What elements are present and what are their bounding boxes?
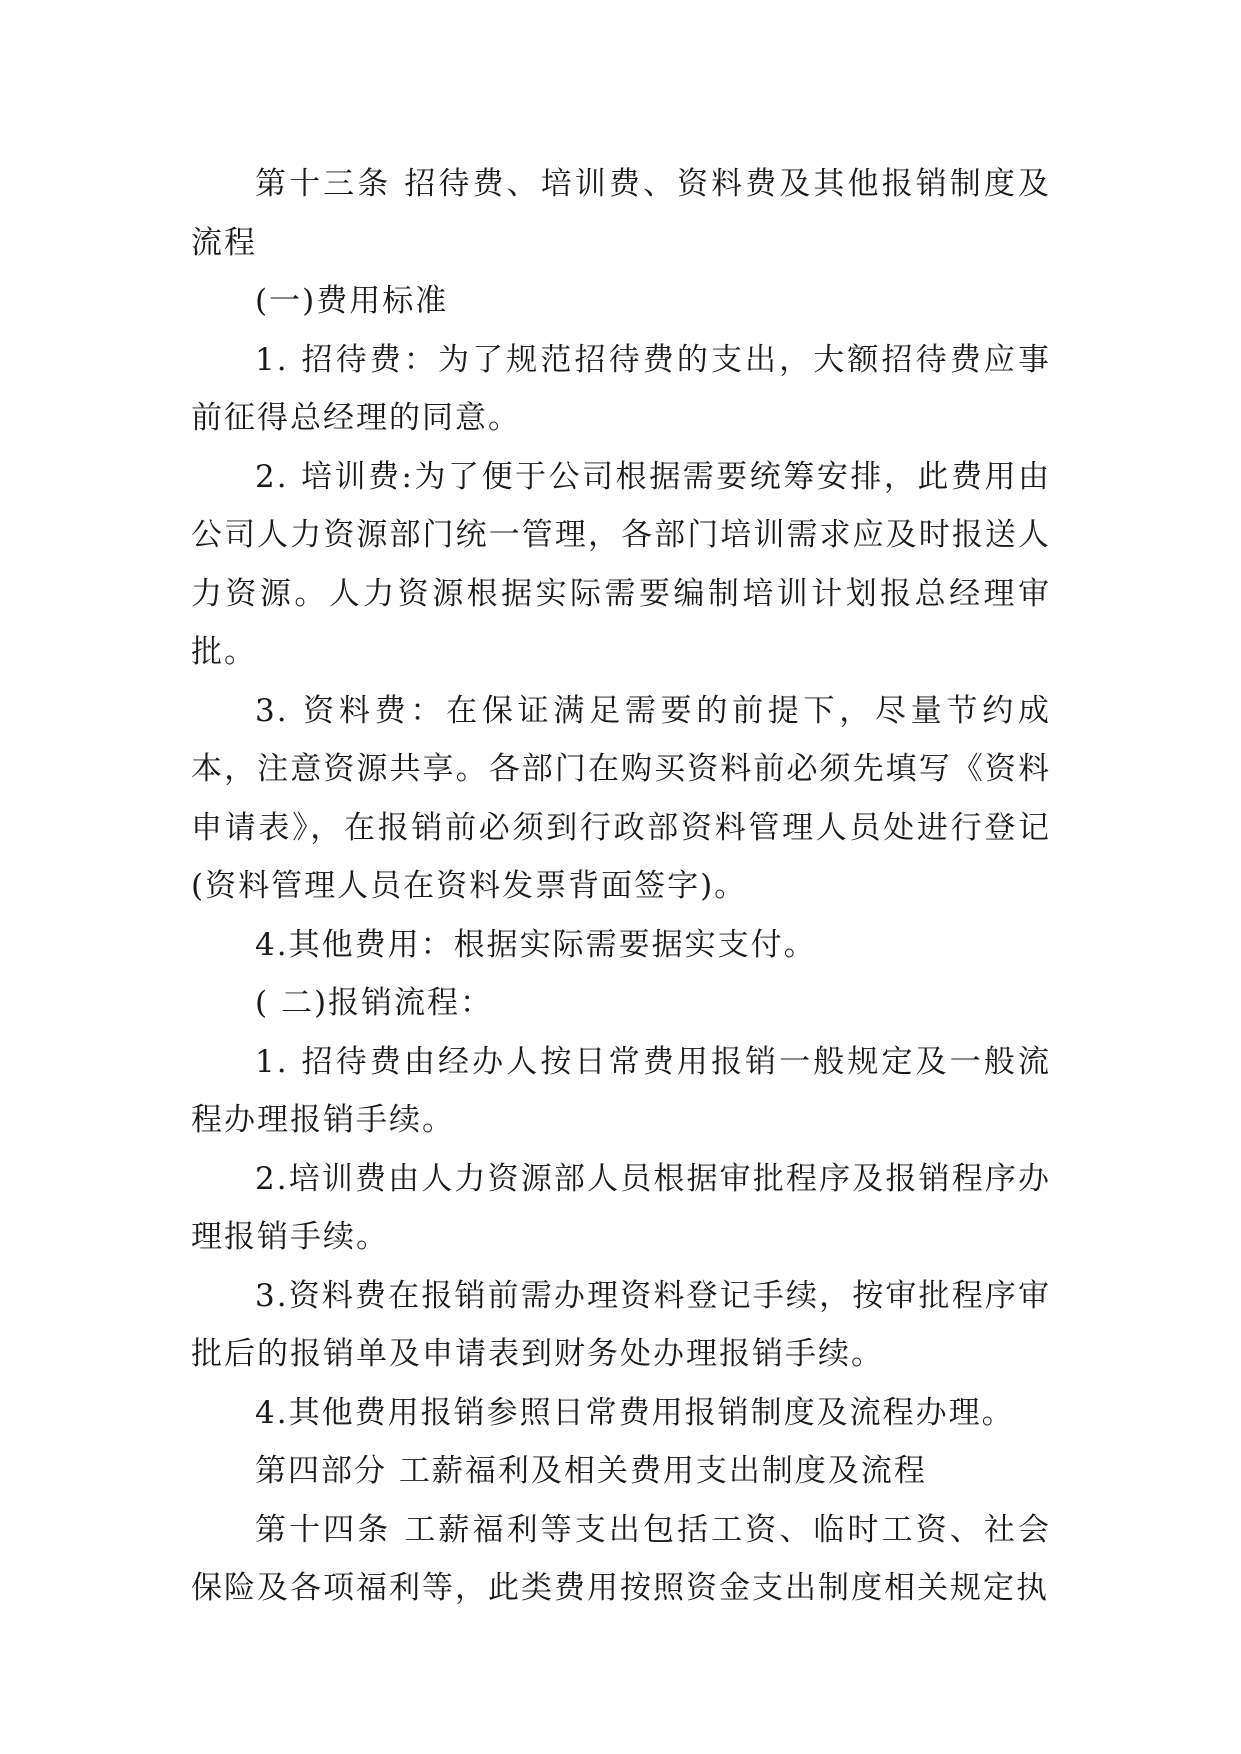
document-body [191, 155, 1051, 1618]
process-other-fees: 4.其他费用报销参照日常费用报销制度及流程办理。 [255, 1394, 1015, 1431]
item-materials-fee: 3. 资料费：在保证满足需要的前提下，尽量节约成本，注意资源共享。各部门在购买资料前必须先填写《资料申请表》，在报销前必须到行政部资料管理人员处进行登记(资料管理人员在资料发票背面签字)。 [191, 692, 1051, 904]
item-entertainment-fee: 1. 招待费：为了规范招待费的支出，大额招待费应事前征得总经理的同意。 [191, 341, 1051, 436]
process-entertainment-fee: 1. 招待费由经办人按日常费用报销一般规定及一般流程办理报销手续。 [191, 1043, 1051, 1138]
article-14-text: 第十四条 工薪福利等支出包括工资、临时工资、社会保险及各项福利等，此类费用按照资金支出制度相关规定执 [191, 1511, 1051, 1606]
part-4-heading: 第四部分 工薪福利及相关费用支出制度及流程 [255, 1453, 927, 1489]
item-training-fee: 2. 培训费:为了便于公司根据需要统筹安排，此费用由公司人力资源部门统一管理，各部门培训需求应及时报送人力资源。人力资源根据实际需要编制培训计划报总经理审批。 [191, 458, 1051, 670]
process-training-fee: 2.培训费由人力资源部人员根据审批程序及报销程序办理报销手续。 [191, 1160, 1051, 1255]
process-materials-fee: 3.资料费在报销前需办理资料登记手续，按审批程序审批后的报销单及申请表到财务处办理报销手续。 [191, 1277, 1051, 1372]
item-other-fees: 4.其他费用：根据实际需要据实支付。 [255, 926, 817, 963]
section-reimbursement-process: ( 二)报销流程： [255, 985, 494, 1021]
article-13-heading: 第十三条 招待费、培训费、资料费及其他报销制度及流程 [191, 166, 1051, 261]
section-expense-standards: (一)费用标准 [255, 283, 449, 319]
